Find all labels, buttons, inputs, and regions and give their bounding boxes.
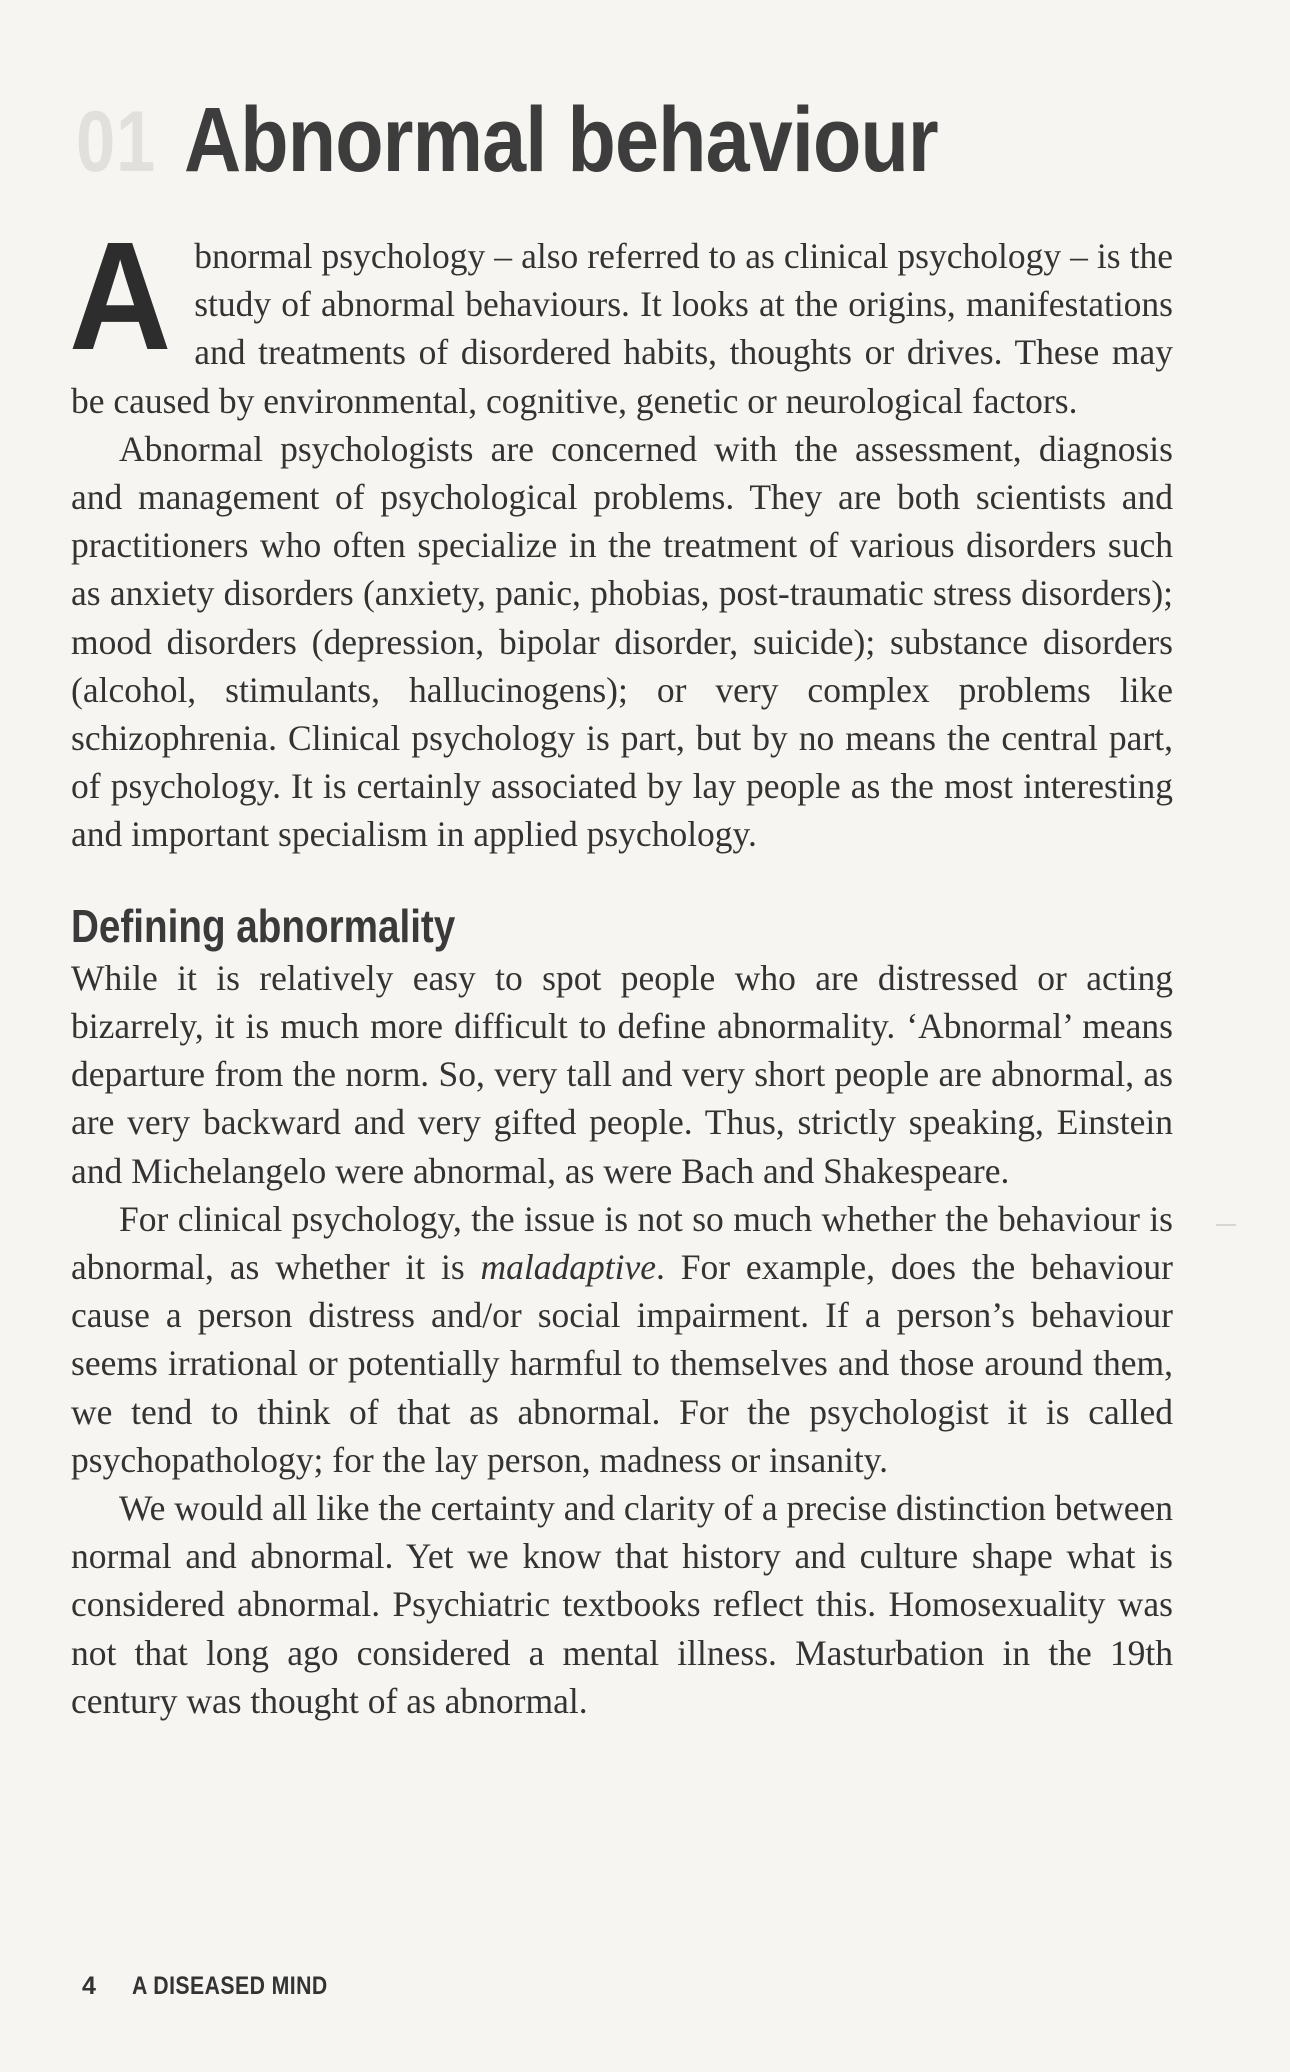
page-footer [82, 1972, 362, 2001]
section-paragraph-1: While it is relatively easy to spot people who are distressed or acting bizarrely, it is much more difficult to define abnormality. ‘Abnormal’ means departure from the norm. So, very tall and very short people are abnormal, as are very backward and very gifted people. Thus, strictly speaking, Einstein and Michelangelo were abnormal, as were Bach and Shakespeare. [71, 957, 1173, 1191]
section-heading: Defining abnormality [71, 899, 456, 952]
section-paragraph-2-end: . For example, does the behaviour cause a person distress and/or social impairment. If a person’s behaviour seems irrational or potentially harmful to themselves and those around them, we tend to think of that as abnormal. For the psychologist it is called psychopathology; for the lay person, madness or insanity. [71, 1247, 1174, 1480]
intro-paragraph-1-text: bnormal psychology – also referred to as clinical psychology – is the study of abnormal behaviours. It looks at the origins, manifestations and treatments of disordered habits, thoughts or drives. These may be caused by environmental, cognitive, genetic or neurological factors. [71, 236, 1173, 421]
section-paragraph-2-start: For clinical psychology, the issue is not so much whether the behaviour is abnormal, as whether it is [71, 1198, 1173, 1288]
chapter-title: Abnormal behaviour [184, 89, 938, 191]
emphasis-maladaptive: maladaptive [480, 1247, 657, 1288]
section-heading-wrap [71, 859, 1173, 954]
chapter-number: 01 [76, 94, 157, 190]
intro-paragraph-1 [69, 210, 1173, 425]
intro-paragraph-2: Abnormal psychologists are concerned with the assessment, diagnosis and management of psychological problems. They are both scientists and practitioners who often specialize in the treatment of various disorders such as anxiety disorders (anxiety, panic, phobias, post-traumatic stress disorders); mood disorders (depression, bipolar disorder, suicide); substance disorders (alcohol, stimulants, hallucinogens); or very complex problems like schizophrenia. Clinical psychology is part, but by no means the central part, of psychology. It is certainly associated by lay people as the most interesting and important specialism in applied psychology. [71, 428, 1173, 855]
chapter-heading [76, 88, 1061, 193]
running-head: A DISEASED MIND [131, 1972, 328, 2000]
body-text [69, 210, 1174, 1725]
drop-cap: A [69, 210, 172, 382]
section-paragraph-2 [71, 1195, 1173, 1484]
scan-edge-mark [1216, 1224, 1236, 1226]
section-paragraph-3: We would all like the certainty and clarity of a precise distinction between normal and abnormal. Yet we know that history and culture shape what is considered abnormal. Psychiatric textbooks reflect this. Homosexuality was not that long ago considered a mental illness. Masturbation in the 19th century was thought of as abnormal. [71, 1488, 1173, 1721]
page-number: 4 [82, 1972, 96, 2000]
